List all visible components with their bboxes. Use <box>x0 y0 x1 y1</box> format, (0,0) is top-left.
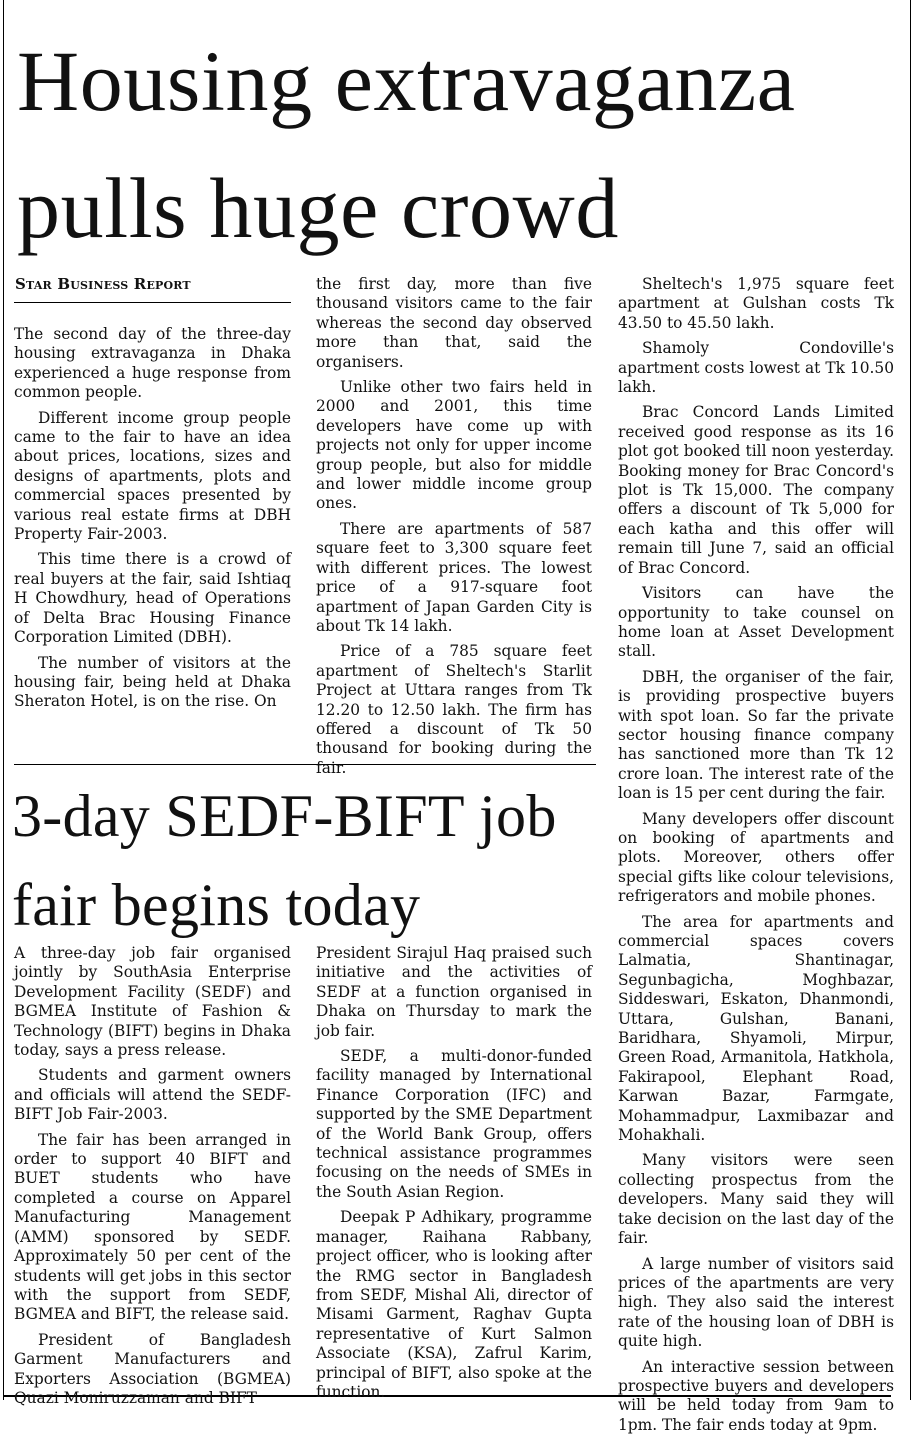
paragraph: Sheltech's 1,975 square feet apartment at Gulshan costs Tk 43.50 to 45.50 lakh. <box>618 275 894 332</box>
paragraph: Many developers offer discount on booking of apartments and plots. Moreover, others offer special gifts like colour televisions, refrigerators and mobile phones. <box>618 809 894 906</box>
paragraph-continued: President Sirajul Haq praised such initiative and the activities of SEDF at a function organised in Dhaka on Thursday to mark the job fair. <box>316 944 592 1040</box>
paragraph: The fair has been arranged in order to support 40 BIFT and BUET students who have completed a course on Apparel Manufacturing Management (AMM) sponsored by SEDF. Approximately 50 per cent of the students will get jobs in this sector with the support from SEDF, BGMEA and BIFT, the release said. <box>14 1130 291 1324</box>
paragraph: Many visitors were seen collecting prospectus from the developers. Many said they will take decision on the last day of the fair. <box>618 1151 894 1248</box>
paragraph: DBH, the organiser of the fair, is providing prospective buyers with spot loan. So far the private sector housing finance company has sanctioned more than Tk 12 crore loan. The interest rate of the loan is 15 per cent during the fair. <box>618 667 894 803</box>
paragraph: A three-day job fair organised jointly by SouthAsia Enterprise Development Facility (SEDF) and BGMEA Institute of Fashion & Technology (BIFT) begins in Dhaka today, says a press release. <box>14 944 291 1060</box>
paragraph: Unlike other two fairs held in 2000 and 2001, this time developers have come up with projects not only for upper income group people, but also for middle and lower middle income group ones. <box>316 378 592 513</box>
paragraph: Shamoly Condoville's apartment costs lowest at Tk 10.50 lakh. <box>618 339 894 397</box>
paragraph: President of Bangladesh Garment Manufacturers and Exporters Association (BGMEA) Quazi Moniruzzaman and BIFT <box>14 1330 291 1407</box>
housing-column-2 <box>316 275 592 784</box>
paragraph: This time there is a crowd of real buyers at the fair, said Ishtiaq H Chowdhury, head of Operations of Delta Brac Housing Finance Corporation Limited (DBH). <box>14 550 291 647</box>
paragraph: SEDF, a multi-donor-funded facility managed by International Finance Corporation (IFC) and supported by the SME Department of the World Bank Group, offers technical assistance programmes focusing on the needs of SMEs in the South Asian Region. <box>316 1047 592 1201</box>
paragraph: An interactive session between prospective buyers and developers will be held today from 9am to 1pm. The fair ends today at 9pm. <box>618 1357 894 1434</box>
byline: Star Business Report <box>15 275 191 293</box>
byline-rule <box>14 302 291 303</box>
jobfair-headline-line2: fair begins today <box>12 872 421 938</box>
housing-headline-line2: pulls huge crowd <box>17 160 619 256</box>
paragraph: The area for apartments and commercial spaces covers Lalmatia, Shantinagar, Segunbagicha, Moghbazar, Siddeswari, Eskaton, Dhanmondi, Uttara, Gulshan, Banani, Baridhara, Shyamoli, Mirpur, Green Road, Armanitola, Hatkhola, Fakirapool, Elephant Road, Karwan Bazar, Farmgate, Mohammadpur, Laxmibazar and Mohakhali. <box>618 912 894 1145</box>
paragraph: There are apartments of 587 square feet to 3,300 square feet with different prices. The lowest price of a 917-square foot apartment of Japan Garden City is about Tk 14 lakh. <box>316 519 592 635</box>
paragraph: Students and garment owners and officials will attend the SEDF-BIFT Job Fair-2003. <box>14 1066 291 1124</box>
paragraph: Different income group people came to the fair to have an idea about prices, locations, sizes and designs of apartments, plots and commercial spaces presented by various real estate firms at DBH Property Fair-2003. <box>14 408 291 544</box>
paragraph: Price of a 785 square feet apartment of Sheltech's Starlit Project at Uttara ranges from Tk 12.20 to 12.50 lakh. The firm has offered a discount of Tk 50 thousand for booking during the fair. <box>316 642 592 777</box>
housing-column-1 <box>14 325 291 718</box>
paragraph: The number of visitors at the housing fair, being held at Dhaka Sheraton Hotel, is on the rise. On <box>14 653 291 711</box>
paragraph: Visitors can have the opportunity to take counsel on home loan at Asset Development stall. <box>618 584 894 661</box>
paragraph: A large number of visitors said prices of the apartments are very high. They also said the interest rate of the housing loan of DBH is quite high. <box>618 1254 894 1351</box>
paragraph-continued: the first day, more than five thousand visitors came to the fair whereas the second day observed more than that, said the organisers. <box>316 275 592 371</box>
housing-column-3 <box>618 275 894 1441</box>
jobfair-column-1 <box>14 944 291 1414</box>
paragraph: The second day of the three-day housing extravaganza in Dhaka experienced a huge response from common people. <box>14 325 291 402</box>
housing-headline-line1: Housing extravaganza <box>17 33 796 129</box>
left-column-rule <box>3 0 4 1400</box>
paragraph: Brac Concord Lands Limited received good response as its 16 plot got booked till noon yesterday. Booking money for Brac Concord's plot is Tk 15,000. The company offers a discount of Tk 5,000 for each katha and this offer will remain till June 7, said an official of Brac Concord. <box>618 403 894 577</box>
jobfair-column-2 <box>316 944 592 1408</box>
right-column-rule <box>910 0 911 1400</box>
paragraph: Deepak P Adhikary, programme manager, Raihana Rabbany, project officer, who is looking after the RMG sector in Bangladesh from SEDF, Mishal Ali, director of Misami Garment, Raghav Gupta representative of Kurt Salmon Associate (KSA), Zafrul Karim, principal of BIFT, also spoke at the function. <box>316 1208 592 1401</box>
jobfair-headline-line1: 3-day SEDF-BIFT job <box>12 783 557 849</box>
